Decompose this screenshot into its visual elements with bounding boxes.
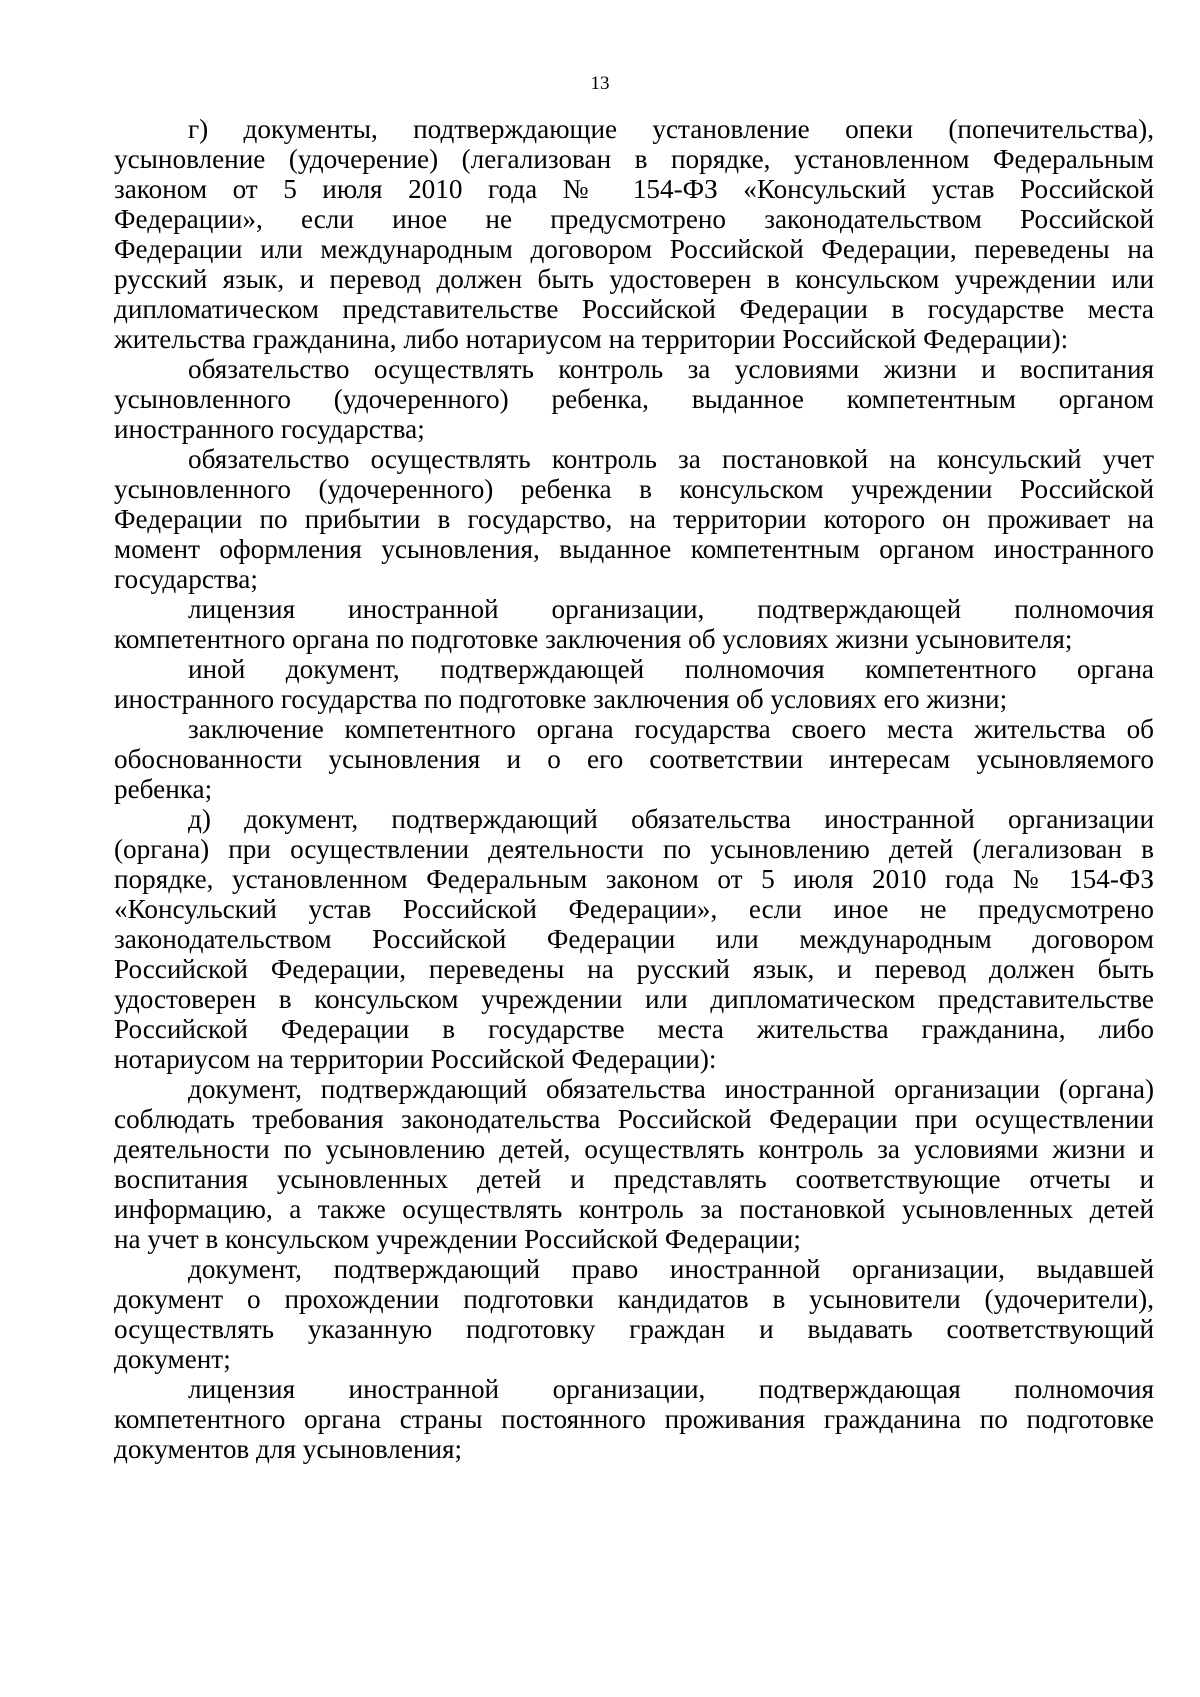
- text-line: информацию, а также осуществлять контроль за постановкой усыновленных детей: [114, 1194, 1154, 1224]
- text-line: Федерации по прибытии в государство, на территории которого он проживает на: [114, 504, 1154, 534]
- text-line: обязательство осуществлять контроль за условиями жизни и воспитания: [188, 354, 1154, 384]
- text-line: компетентного органа страны постоянного проживания гражданина по подготовке: [114, 1404, 1154, 1434]
- text-line: документов для усыновления;: [114, 1434, 463, 1464]
- text-line: документ, подтверждающий обязательства иностранной организации (органа): [188, 1074, 1154, 1104]
- text-line: документ;: [114, 1344, 231, 1374]
- text-line: дипломатическом представительстве Российской Федерации в государстве места: [114, 294, 1154, 324]
- text-line: государства;: [114, 564, 258, 594]
- text-line: удостоверен в консульском учреждении или дипломатическом представительстве: [114, 984, 1154, 1014]
- text-line: Федерации или международным договором Российской Федерации, переведены на: [114, 234, 1154, 264]
- text-line: нотариусом на территории Российской Федерации):: [114, 1044, 717, 1074]
- text-line: лицензия иностранной организации, подтверждающей полномочия: [188, 594, 1154, 624]
- text-line: усыновление (удочерение) (легализован в порядке, установленном Федеральным: [114, 144, 1154, 174]
- text-line: усыновленного (удочеренного) ребенка, выданное компетентным органом: [114, 384, 1154, 414]
- text-line: момент оформления усыновления, выданное компетентным органом иностранного: [114, 534, 1154, 564]
- text-line: русский язык, и перевод должен быть удостоверен в консульском учреждении или: [114, 264, 1154, 294]
- text-line: обоснованности усыновления и о его соответствии интересам усыновляемого: [114, 744, 1154, 774]
- text-line: порядке, установленном Федеральным законом от 5 июля 2010 года № 154-ФЗ: [114, 864, 1154, 894]
- text-line: иностранного государства;: [114, 414, 425, 444]
- text-line: заключение компетентного органа государства своего места жительства об: [188, 714, 1154, 744]
- text-line: документ о прохождении подготовки кандидатов в усыновители (удочерители),: [114, 1284, 1154, 1314]
- text-line: Российской Федерации в государстве места жительства гражданина, либо: [114, 1014, 1154, 1044]
- text-line: деятельности по усыновлению детей, осуществлять контроль за условиями жизни и: [114, 1134, 1154, 1164]
- text-line: «Консульский устав Российской Федерации», если иное не предусмотрено: [114, 894, 1154, 924]
- text-line: лицензия иностранной организации, подтверждающая полномочия: [188, 1374, 1154, 1404]
- text-line: обязательство осуществлять контроль за постановкой на консульский учет: [188, 444, 1154, 474]
- text-line: г) документы, подтверждающие установление опеки (попечительства),: [188, 114, 1154, 144]
- text-line: д) документ, подтверждающий обязательства иностранной организации: [188, 804, 1154, 834]
- text-line: документ, подтверждающий право иностранной организации, выдавшей: [188, 1254, 1154, 1284]
- text-line: жительства гражданина, либо нотариусом на территории Российской Федерации):: [114, 324, 1069, 354]
- text-line: соблюдать требования законодательства Российской Федерации при осуществлении: [114, 1104, 1154, 1134]
- text-line: Российской Федерации, переведены на русский язык, и перевод должен быть: [114, 954, 1154, 984]
- text-line: иностранного государства по подготовке заключения об условиях его жизни;: [114, 684, 1008, 714]
- text-line: законодательством Российской Федерации или международным договором: [114, 924, 1154, 954]
- text-line: законом от 5 июля 2010 года № 154-ФЗ «Консульский устав Российской: [114, 174, 1154, 204]
- text-line: ребенка;: [114, 774, 213, 804]
- text-line: воспитания усыновленных детей и представлять соответствующие отчеты и: [114, 1164, 1154, 1194]
- text-line: осуществлять указанную подготовку граждан и выдавать соответствующий: [114, 1314, 1154, 1344]
- text-line: (органа) при осуществлении деятельности по усыновлению детей (легализован в: [114, 834, 1154, 864]
- page-number: 13: [590, 73, 610, 94]
- text-line: на учет в консульском учреждении Российской Федерации;: [114, 1224, 801, 1254]
- text-line: усыновленного (удочеренного) ребенка в консульском учреждении Российской: [114, 474, 1154, 504]
- text-line: иной документ, подтверждающей полномочия компетентного органа: [188, 654, 1154, 684]
- text-line: Федерации», если иное не предусмотрено законодательством Российской: [114, 204, 1154, 234]
- text-line: компетентного органа по подготовке заключения об условиях жизни усыновителя;: [114, 624, 1073, 654]
